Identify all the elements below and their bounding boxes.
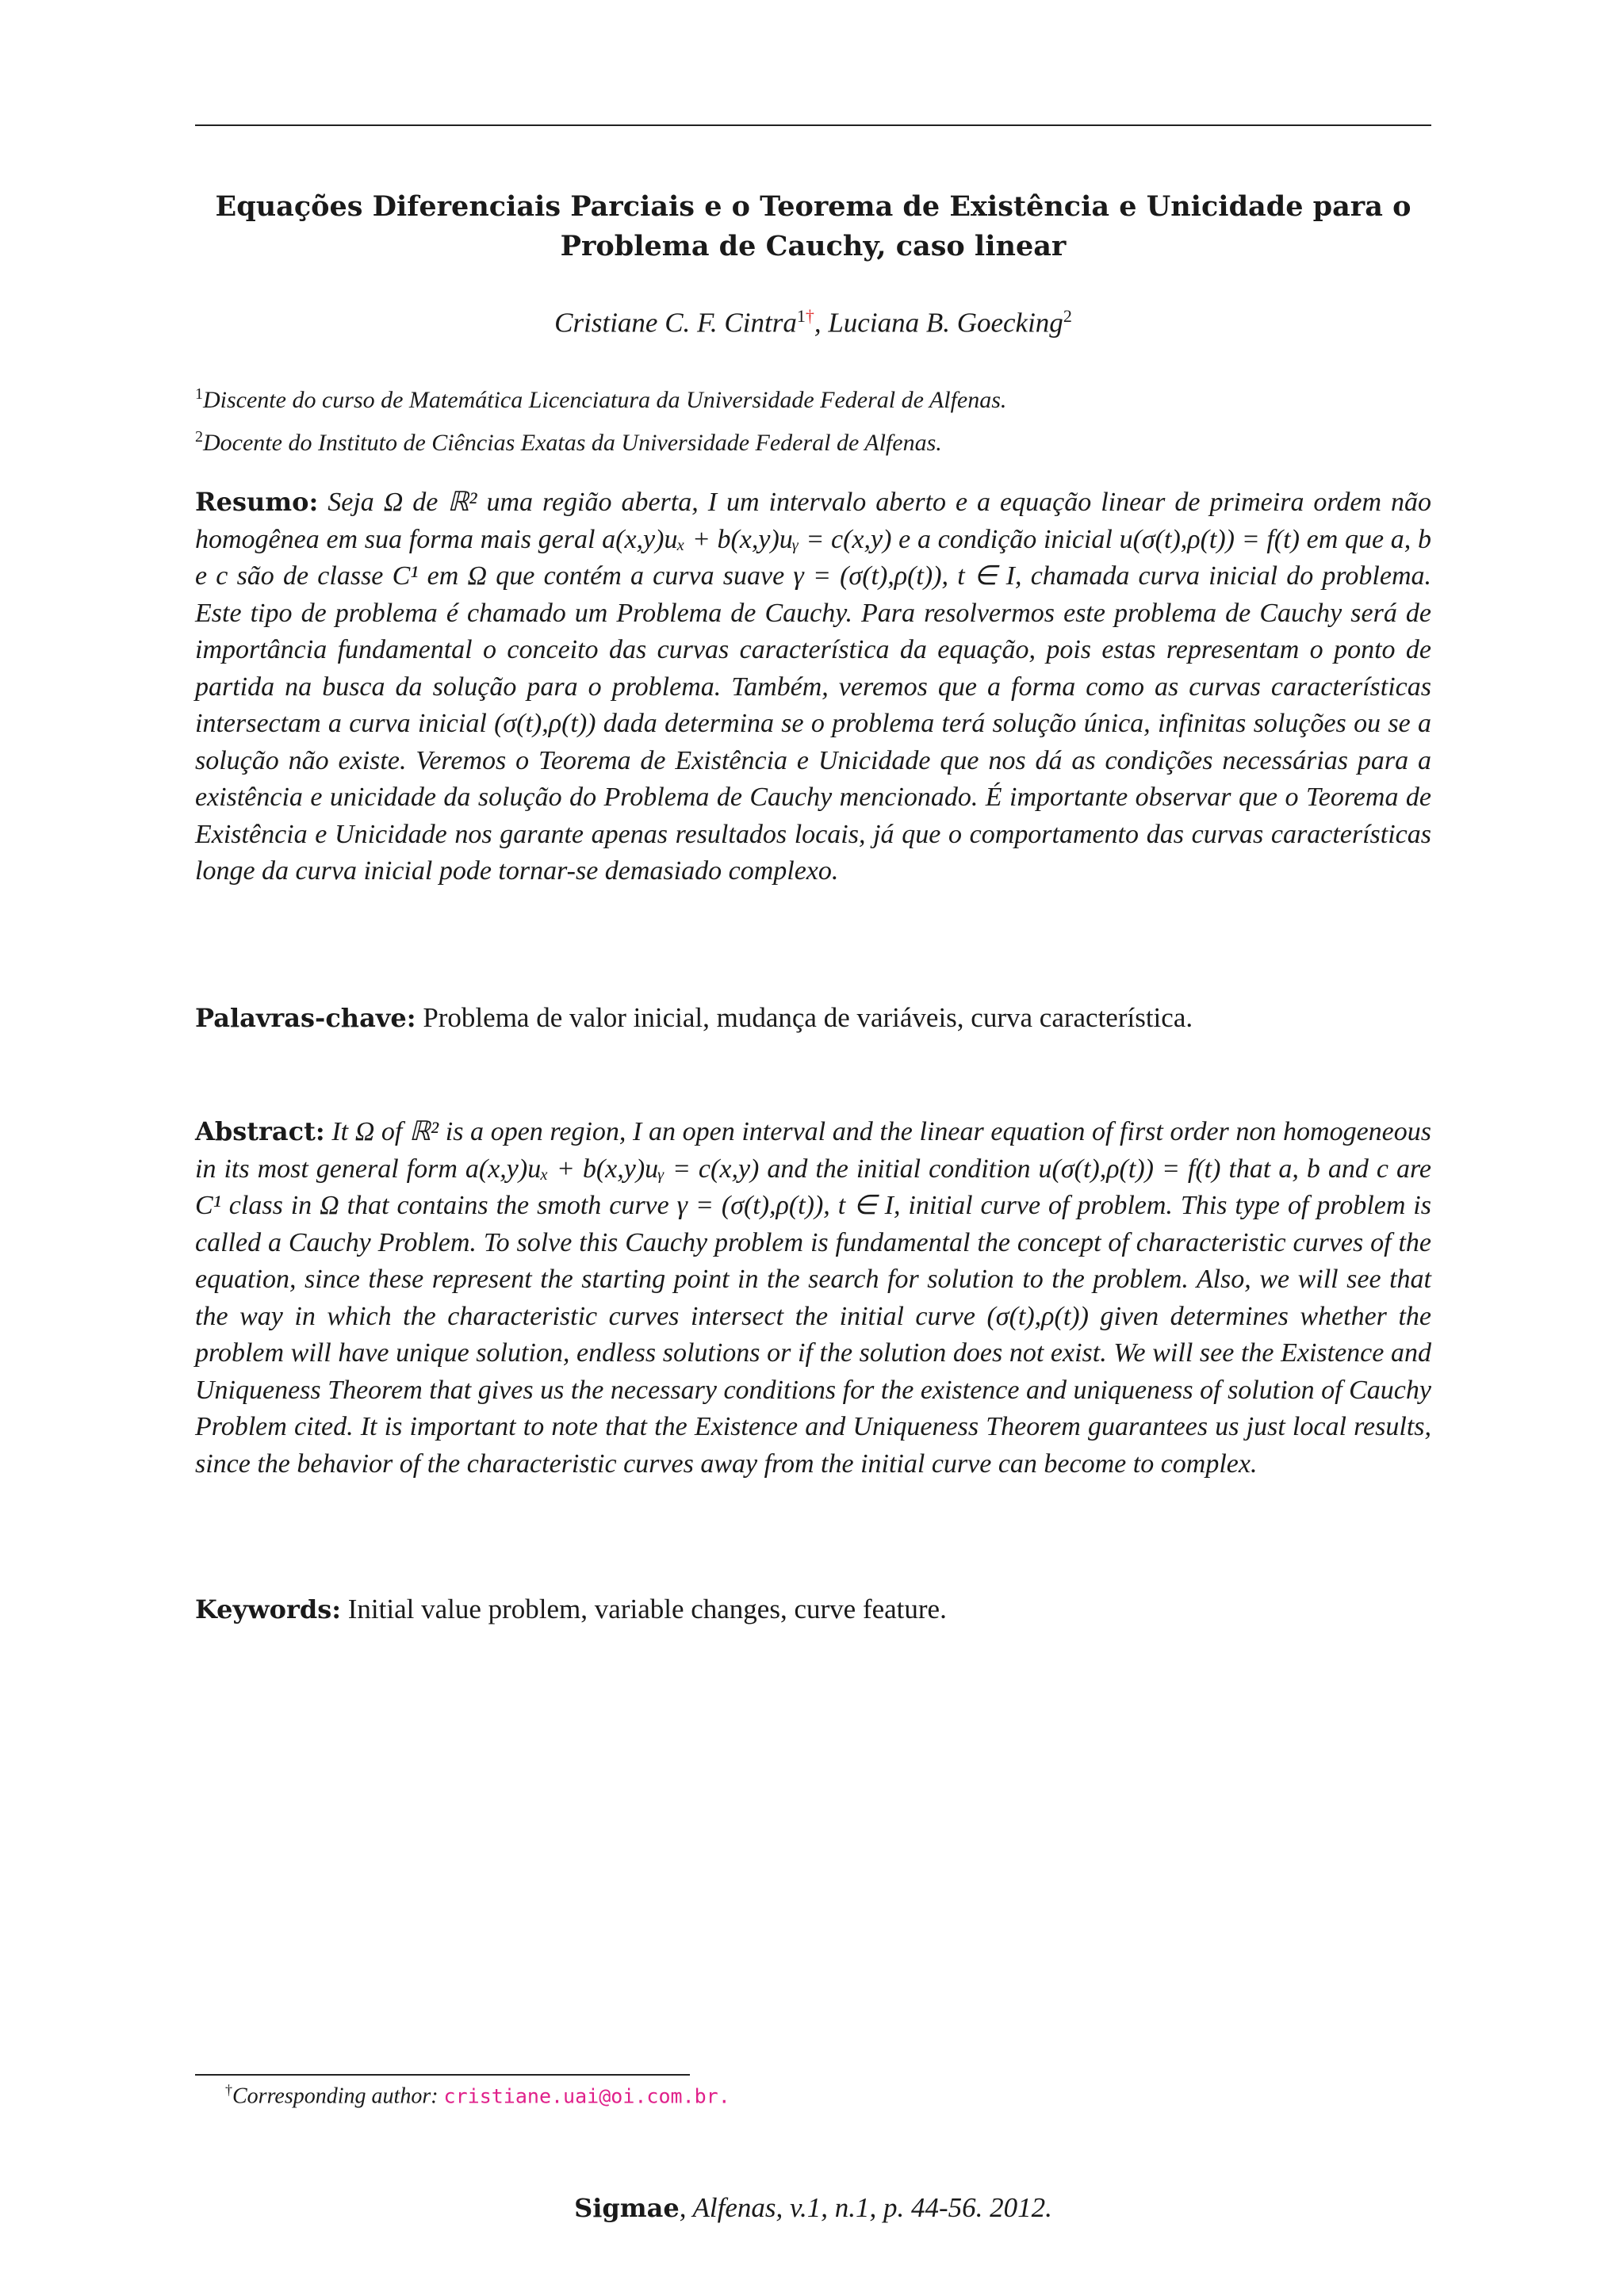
footnote [225,2082,730,2109]
journal-name: Sigmae [574,2193,680,2223]
abstract-text: It Ω of ℝ² is a open region, I an open interval and the linear equation of first order non homogeneous in its most general form a(x,y)uₓ + b(x,y)uᵧ = c(x,y) and the initial condition u(σ(t),ρ(t)) = f(t) that a, b and c are C¹ class in Ω that contains the smoth curve γ = (σ(t),ρ(t)), t ∈ I, initial curve of problem. This type of problem is called a Cauchy Problem. To solve this Cauchy problem is fundamental the concept of characteristic curves of the equation, since these represent the starting point in the search for solution to the problem. Also, we will see that the way in which the characteristic curves intersect the initial curve (σ(t),ρ(t)) given determines whether the problem will have unique solution, endless solutions or if the solution does not exist. We will see the Existence and Uniqueness Theorem that gives us the necessary conditions for the existence and uniqueness of solution of Cauchy Problem cited. It is important to note that the Existence and Uniqueness Theorem guarantees us just local results, since the behavior of the characteristic curves away from the initial curve can become to complex. [195,1117,1432,1479]
resumo-section [195,484,1431,890]
author-2-affil-mark: 2 [1063,306,1072,326]
resumo-label: Resumo: [195,487,319,517]
paper-title: Equações Diferenciais Parciais e o Teorema de Existência e Unicidade para o Problema de Cauchy, caso linear [215,190,1411,262]
keywords-section [195,1594,1431,1625]
footnote-text: Corresponding author: [232,2084,444,2109]
footnote-mark: † [225,2082,232,2098]
affiliation-2: $^2$Docente do Instituto de Ciências Exatas da Universidade Federal de Alfenas. [195,428,942,456]
author-1-affil-mark: 1† [796,306,814,326]
resumo-text: Seja Ω de ℝ² uma região aberta, I um intervalo aberto e a equação linear de primeira ordem não homogênea em sua forma mais geral a(x,y)uₓ + b(x,y)uᵧ = c(x,y) e a condição inicial u(σ(t),ρ(t)) = f(t) em que a, b e c são de classe C¹ em Ω que contém a curva suave γ = (σ(t),ρ(t)), t ∈ I, chamada curva inicial do problema. Este tipo de problema é chamado um Problema de Cauchy. Para resolvermos este problema de Cauchy será de importância fundamental o conceito das curvas característica da equação, pois estas representam o ponto de partida na busca da solução para o problema. Também, veremos que a forma como as curvas características intersectam a curva inicial (σ(t),ρ(t)) dada determina se o problema terá solução única, infinitas soluções ou se a solução não existe. Veremos o Teorema de Existência e Unicidade que nos dá as condições necessárias para a existência e unicidade da solução do Problema de Cauchy mencionado. É importante observar que o Teorema de Existência e Unicidade nos garante apenas resultados locais, já que o comportamento das curvas características longe da curva inicial pode tornar-se demasiado complexo. [195,488,1431,886]
affiliations [195,376,1431,461]
palavras-chave-text: Problema de valor inicial, mudança de variáveis, curva característica. [423,1002,1193,1033]
footnote-rule [195,2074,690,2076]
palavras-chave-section [195,1002,1431,1034]
keywords-label: Keywords: [195,1594,342,1624]
header-rule [195,124,1431,126]
journal-reference: , Alfenas, v.1, n.1, p. 44-56. 2012. [679,2192,1052,2223]
author-1: Cristiane C. F. Cintra [554,307,797,339]
abstract-label: Abstract: [195,1116,325,1146]
author-2: Luciana B. Goecking [828,307,1063,339]
affiliation-1: $^1$Discente do curso de Matemática Licenciatura da Universidade Federal de Alfenas. [195,385,1007,413]
palavras-chave-label: Palavras-chave: [195,1003,416,1033]
journal-citation [195,2192,1431,2224]
author-line [195,306,1431,339]
abstract-section [195,1113,1431,1483]
author-separator: , [814,307,829,339]
keywords-text: Initial value problem, variable changes, curve feature. [347,1594,947,1624]
corresponding-author-mark[interactable]: † [805,306,814,326]
corresponding-email-link[interactable]: cristiane.uai@oi.com.br. [443,2084,730,2108]
